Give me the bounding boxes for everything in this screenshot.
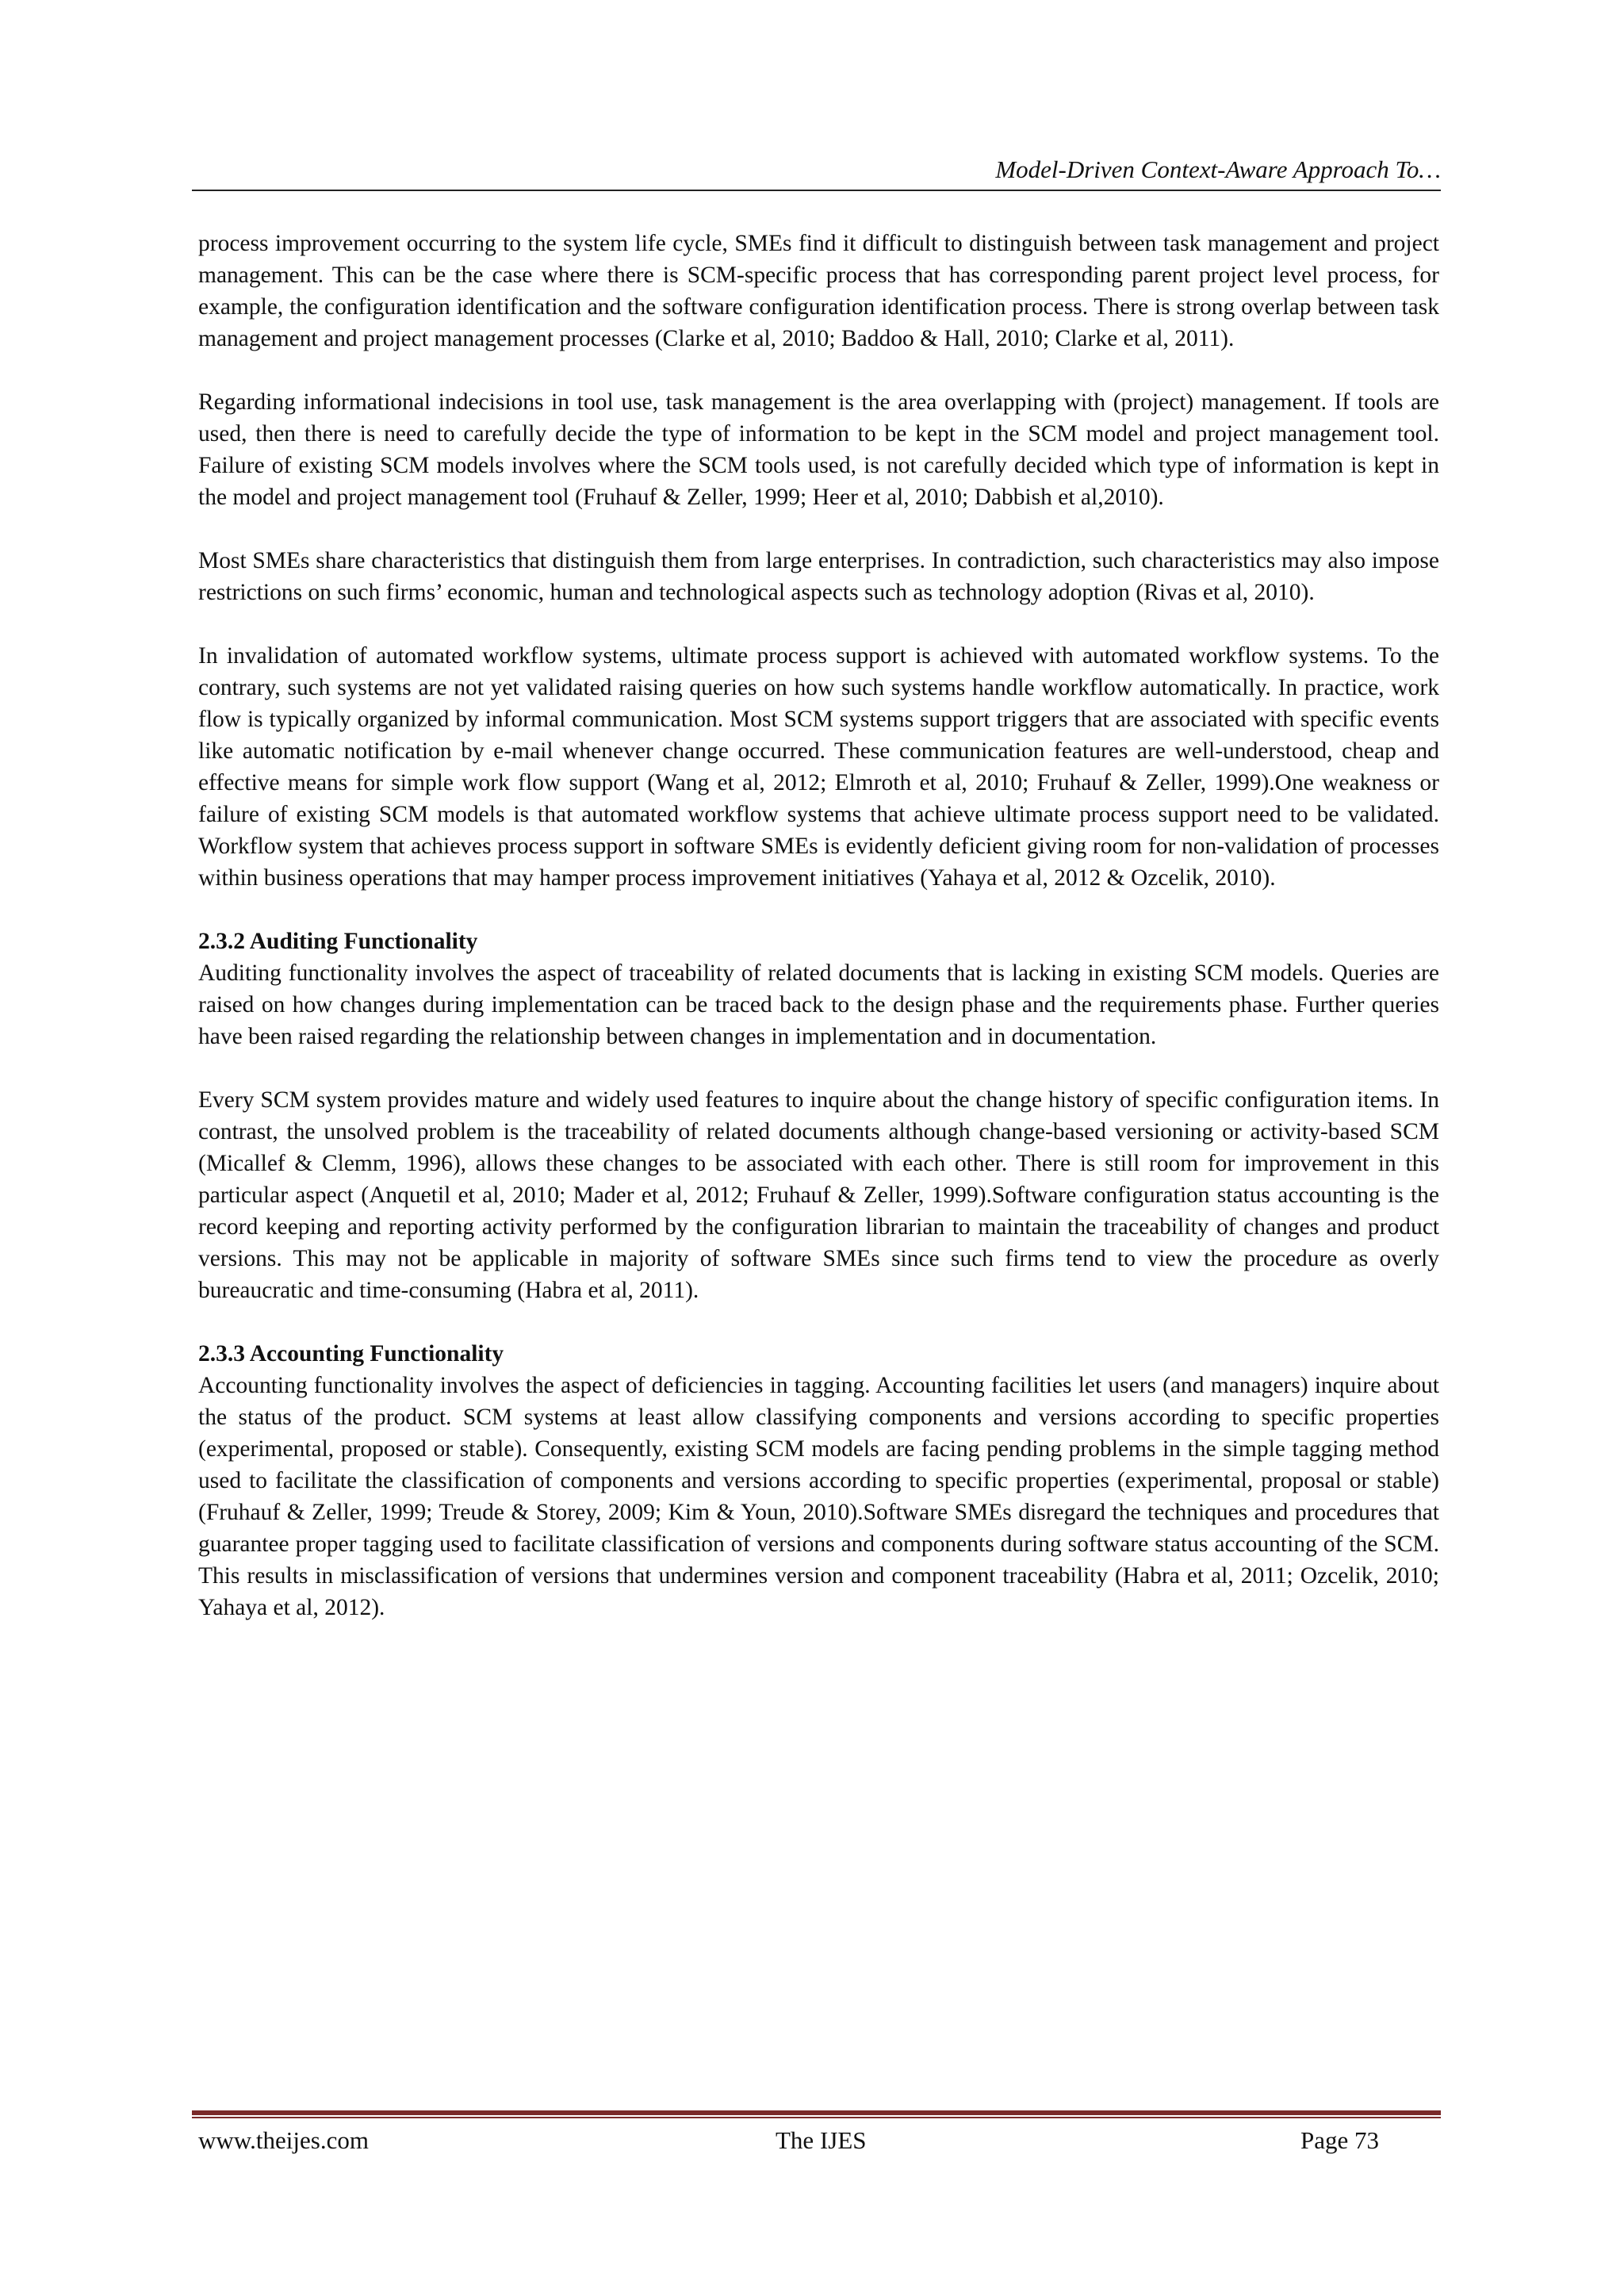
footer-rule-thin: [192, 2117, 1441, 2118]
running-title: Model-Driven Context-Aware Approach To…: [995, 155, 1441, 183]
body-paragraph: Accounting functionality involves the aspect of deficiencies in tagging. Accounting facilities let users (and managers) inquire about the status of the product. SCM systems at least allow classifying components and versions according to specific properties (experimental, proposed or stable). Consequently, existing SCM models are facing pending problems in the simple tagging method used to facilitate the classification of components and versions according to specific properties (experimental, proposal or stable) (Fruhauf & Zeller, 1999; Treude & Storey, 2009; Kim & Youn, 2010).Software SMEs disregard the techniques and procedures that guarantee proper tagging used to facilitate classification of versions and components during software status accounting of the SCM. This results in misclassification of versions that undermines version and component traceability (Habra et al, 2011; Ozcelik, 2010; Yahaya et al, 2012).: [198, 1373, 1439, 1620]
section-heading-accounting: 2.3.3 Accounting Functionality: [198, 1341, 504, 1366]
body-paragraph: process improvement occurring to the system life cycle, SMEs find it difficult to distinguish between task management and project management. This can be the case where there is SCM-specific process that has corresponding parent project level process, for example, the configuration identification and the software configuration identification process. There is strong overlap between task management and project management processes (Clarke et al, 2010; Baddoo & Hall, 2010; Clarke et al, 2011).: [198, 231, 1439, 351]
header-rule: [192, 190, 1441, 191]
footer-rule: [192, 2110, 1441, 2115]
section-heading-auditing: 2.3.2 Auditing Functionality: [198, 929, 478, 954]
page-body: [198, 228, 1439, 1655]
footer-website[interactable]: www.theijes.com: [198, 2126, 369, 2154]
body-paragraph: Auditing functionality involves the aspect of traceability of related documents that is lacking in existing SCM models. Queries are raised on how changes during implementation can be traced back to the design phase and the requirements phase. Further queries have been raised regarding the relationship between changes in implementation and in documentation.: [198, 960, 1439, 1049]
body-paragraph: In invalidation of automated workflow systems, ultimate process support is achieved with automated workflow systems. To the contrary, such systems are not yet validated raising queries on how such systems handle workflow automatically. In practice, work flow is typically organized by informal communication. Most SCM systems support triggers that are associated with specific events like automatic notification by e-mail whenever change occurred. These communication features are well-understood, cheap and effective means for simple work flow support (Wang et al, 2012; Elmroth et al, 2010; Fruhauf & Zeller, 1999).One weakness or failure of existing SCM models is that automated workflow systems that achieve ultimate process support need to be validated. Workflow system that achieves process support in software SMEs is evidently deficient giving room for non-validation of processes within business operations that may hamper process improvement initiatives (Yahaya et al, 2012 & Ozcelik, 2010).: [198, 643, 1439, 891]
footer-page-number: Page 73: [1300, 2126, 1380, 2154]
body-paragraph: Regarding informational indecisions in tool use, task management is the area overlapping with (project) management. If tools are used, then there is need to carefully decide the type of information to be kept in the SCM model and project management tool. Failure of existing SCM models involves where the SCM tools used, is not carefully decided which type of information is kept in the model and project management tool (Fruhauf & Zeller, 1999; Heer et al, 2010; Dabbish et al,2010).: [198, 389, 1439, 510]
footer-journal: The IJES: [776, 2126, 867, 2154]
body-paragraph: Most SMEs share characteristics that distinguish them from large enterprises. In contradiction, such characteristics may also impose restrictions on such firms’ economic, human and technological aspects such as technology adoption (Rivas et al, 2010).: [198, 548, 1439, 605]
body-paragraph: Every SCM system provides mature and widely used features to inquire about the change history of specific configuration items. In contrast, the unsolved problem is the traceability of related documents although change-based versioning or activity-based SCM (Micallef & Clemm, 1996), allows these changes to be associated with each other. There is still room for improvement in this particular aspect (Anquetil et al, 2010; Mader et al, 2012; Fruhauf & Zeller, 1999).Software configuration status accounting is the record keeping and reporting activity performed by the configuration librarian to maintain the traceability of changes and product versions. This may not be applicable in majority of software SMEs since such firms tend to view the procedure as overly bureaucratic and time-consuming (Habra et al, 2011).: [198, 1087, 1439, 1303]
